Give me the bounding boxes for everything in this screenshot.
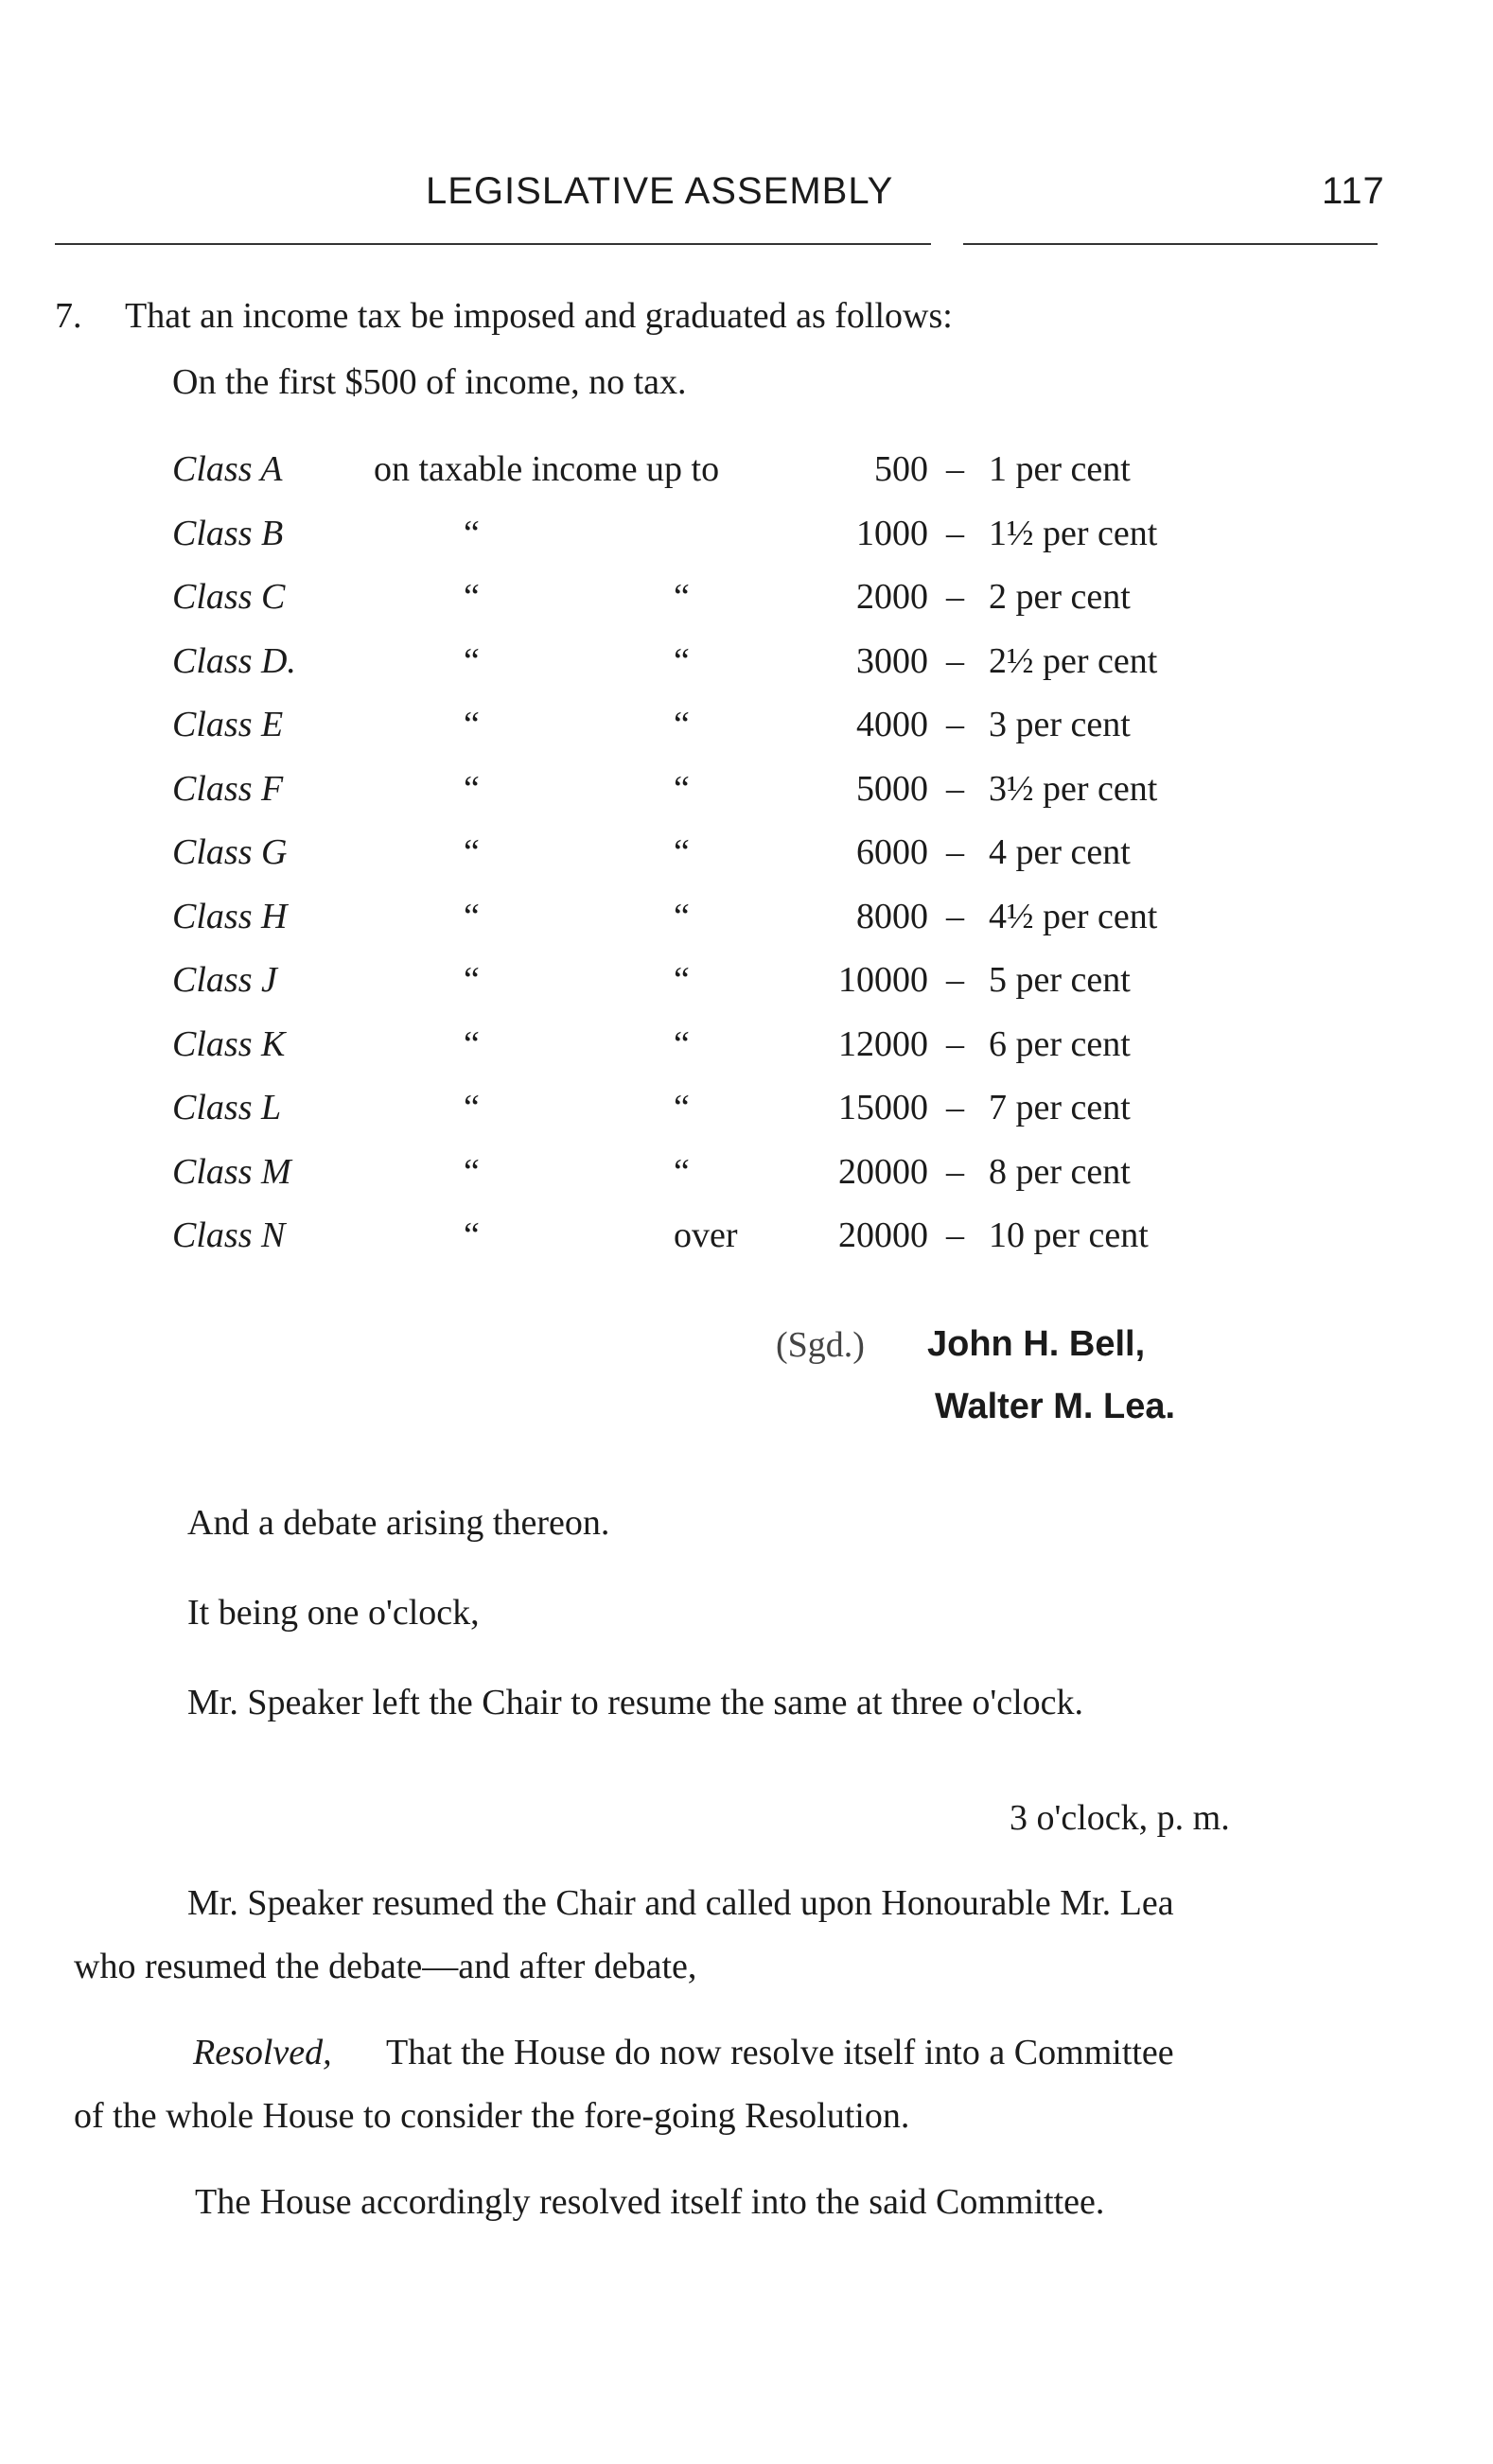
ditto-or-over: “ — [674, 960, 690, 1000]
tax-class-row — [0, 1151, 1493, 1208]
class-label: Class L — [172, 1088, 282, 1127]
income-amount: 3000 — [856, 640, 928, 681]
resumed-line-2: who resumed the debate—and after debate, — [74, 1947, 697, 1986]
ditto-or-over: “ — [674, 705, 690, 744]
ditto-or-over: over — [674, 1215, 738, 1255]
dash-separator: – — [946, 768, 964, 809]
class-label: Class A — [172, 449, 283, 489]
class-label: Class N — [172, 1215, 286, 1255]
dash-separator: – — [946, 1023, 964, 1064]
tax-rate: 2½ per cent — [989, 640, 1158, 681]
dash-separator: – — [946, 449, 964, 489]
income-amount: 4000 — [856, 705, 928, 744]
tax-class-row — [0, 768, 1493, 825]
resolved-line-1: That the House do now resolve itself into a Committee — [386, 2033, 1174, 2072]
resolution-number: 7. — [55, 296, 82, 336]
class-label: Class K — [172, 1023, 286, 1064]
class-label: Class D. — [172, 640, 296, 681]
dash-separator: – — [946, 1088, 964, 1127]
income-amount: 20000 — [838, 1215, 928, 1255]
tax-rate: 2 per cent — [989, 577, 1131, 617]
income-amount: 2000 — [856, 577, 928, 617]
tax-rate: 1½ per cent — [989, 513, 1158, 553]
signatory-1: John H. Bell, — [927, 1324, 1146, 1364]
ditto-mark: “ — [464, 768, 480, 809]
class-label: Class H — [172, 896, 288, 936]
tax-class-row — [0, 448, 1493, 505]
ditto-mark: “ — [464, 640, 480, 681]
dash-separator: – — [946, 640, 964, 681]
class-label: Class M — [172, 1151, 291, 1192]
tax-rate: 5 per cent — [989, 960, 1131, 1000]
ditto-mark: “ — [464, 705, 480, 744]
ditto-or-over: “ — [674, 1151, 690, 1192]
income-amount: 20000 — [838, 1151, 928, 1192]
page-number: 117 — [1322, 170, 1385, 212]
dash-separator: – — [946, 705, 964, 744]
tax-rate: 10 per cent — [989, 1215, 1149, 1255]
tax-rate: 3 per cent — [989, 705, 1131, 744]
tax-rate: 4½ per cent — [989, 896, 1158, 936]
class-label: Class E — [172, 705, 284, 744]
tax-class-row — [0, 576, 1493, 633]
column-heading: on taxable income up to — [374, 449, 720, 489]
tax-class-row — [0, 1087, 1493, 1144]
resumed-line-1: Mr. Speaker resumed the Chair and called upon Honourable Mr. Lea — [187, 1883, 1174, 1923]
income-amount: 1000 — [856, 513, 928, 553]
tax-rate: 8 per cent — [989, 1151, 1131, 1192]
resolution-intro: That an income tax be imposed and graduated as follows: — [125, 296, 953, 336]
ditto-mark: “ — [464, 1023, 480, 1064]
income-amount: 6000 — [856, 832, 928, 872]
income-amount: 5000 — [856, 768, 928, 809]
dash-separator: – — [946, 896, 964, 936]
ditto-or-over: “ — [674, 640, 690, 681]
ditto-or-over: “ — [674, 1088, 690, 1127]
ditto-mark: “ — [464, 513, 480, 553]
committee-line: The House accordingly resolved itself into the said Committee. — [195, 2182, 1105, 2222]
signed-label: (Sgd.) — [776, 1325, 865, 1365]
tax-class-row — [0, 704, 1493, 760]
tax-class-row — [0, 831, 1493, 888]
tax-rate: 4 per cent — [989, 832, 1131, 872]
ditto-mark: “ — [464, 960, 480, 1000]
class-label: Class B — [172, 513, 284, 553]
dash-separator: – — [946, 577, 964, 617]
resolved-word: Resolved, — [193, 2033, 332, 2072]
ditto-or-over: “ — [674, 896, 690, 936]
income-amount: 500 — [874, 449, 928, 489]
tax-class-row — [0, 1215, 1493, 1271]
income-amount: 15000 — [838, 1088, 928, 1127]
debate-line: And a debate arising thereon. — [187, 1503, 610, 1543]
dash-separator: – — [946, 960, 964, 1000]
income-amount: 12000 — [838, 1023, 928, 1064]
tax-class-row — [0, 959, 1493, 1016]
tax-class-row — [0, 1023, 1493, 1080]
class-label: Class J — [172, 960, 277, 1000]
income-amount: 10000 — [838, 960, 928, 1000]
tax-rate: 1 per cent — [989, 449, 1131, 489]
signatory-2: Walter M. Lea. — [935, 1387, 1176, 1426]
tax-class-row — [0, 513, 1493, 569]
ditto-mark: “ — [464, 896, 480, 936]
header-rule-left — [55, 243, 931, 245]
tax-class-row — [0, 640, 1493, 697]
tax-class-row — [0, 896, 1493, 952]
class-label: Class F — [172, 768, 284, 809]
tax-rate: 6 per cent — [989, 1023, 1131, 1064]
tax-rate: 3½ per cent — [989, 768, 1158, 809]
ditto-or-over: “ — [674, 832, 690, 872]
class-label: Class G — [172, 832, 288, 872]
clock-line: It being one o'clock, — [187, 1593, 480, 1633]
ditto-or-over: “ — [674, 577, 690, 617]
header-rule-right — [963, 243, 1378, 245]
dash-separator: – — [946, 1151, 964, 1192]
ditto-mark: “ — [464, 1088, 480, 1127]
income-amount: 8000 — [856, 896, 928, 936]
ditto-or-over: “ — [674, 1023, 690, 1064]
ditto-mark: “ — [464, 832, 480, 872]
dash-separator: – — [946, 513, 964, 553]
ditto-or-over: “ — [674, 768, 690, 809]
speaker-left-line: Mr. Speaker left the Chair to resume the same at three o'clock. — [187, 1683, 1084, 1722]
ditto-mark: “ — [464, 1151, 480, 1192]
first-income-line: On the first $500 of income, no tax. — [172, 362, 687, 402]
dash-separator: – — [946, 832, 964, 872]
tax-rate: 7 per cent — [989, 1088, 1131, 1127]
class-label: Class C — [172, 577, 286, 617]
running-header-title: LEGISLATIVE ASSEMBLY — [426, 170, 894, 212]
dash-separator: – — [946, 1215, 964, 1255]
ditto-mark: “ — [464, 577, 480, 617]
resolved-line-2: of the whole House to consider the fore-going Resolution. — [74, 2096, 910, 2136]
time-marker: 3 o'clock, p. m. — [1010, 1798, 1230, 1838]
ditto-mark: “ — [464, 1215, 480, 1255]
